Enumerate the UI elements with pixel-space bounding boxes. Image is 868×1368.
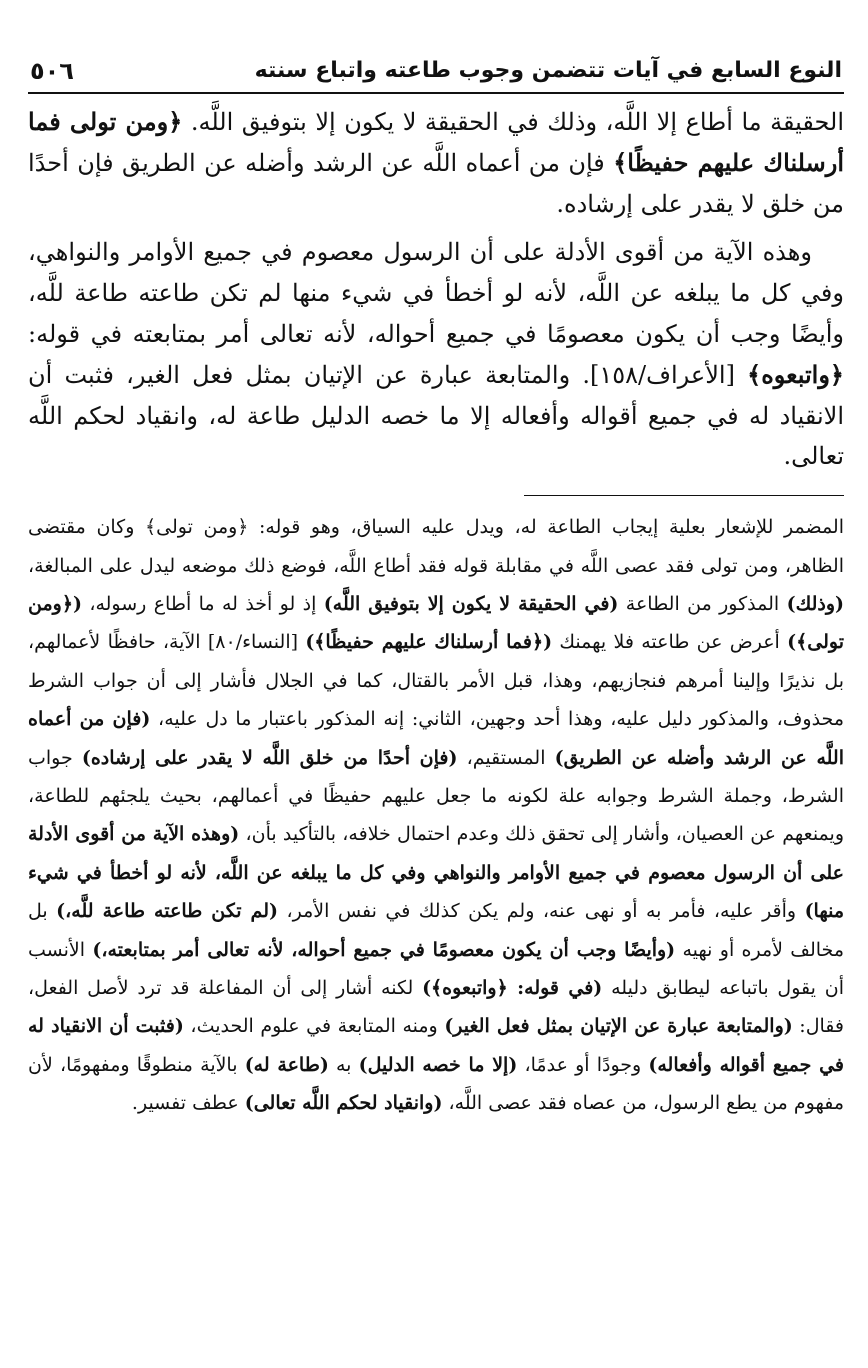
bold-text-segment: (في الحقيقة لا يكون إلا بتوفيق اللَّه)	[323, 592, 619, 615]
bold-text-segment: (﴿ومن تولى﴾)	[28, 592, 844, 654]
header-divider	[28, 92, 844, 94]
text-segment: جواب الشرط، وجملة الشرط وجوابه علة لكونه ما جعل عليهم حفيظًا في أعمالهم، بحيث يلجئهم للطاعة، ويمنعهم عن العصيان، وأشار إلى تحقق ذلك وعدم احتمال خلافه، بالتأكيد بأن،	[28, 746, 844, 846]
text-segment: وهذه الآية من أقوى الأدلة على أن الرسول معصوم في جميع الأوامر والنواهي، وفي كل ما يبلغه عن اللَّه، لأنه لو أخطأ في شيء منها لم تكن طاعته طاعة للَّه، وأيضًا وجب أن يكون معصومًا في جميع أحواله، لأنه تعالى أمر بمتابعته في قوله:	[28, 238, 845, 348]
text-segment: [الأعراف/١٥٨]. والمتابعة عبارة عن الإتيان بمثل فعل الغير، فثبت أن الانقياد له في جميع أقواله وأفعاله إلا ما خصه الدليل طاعة له، وانقياد لحكم اللَّه تعالى.	[28, 360, 844, 471]
bold-text-segment: (فثبت أن الانقياد له في جميع أقواله وأفعاله)	[28, 1015, 844, 1076]
bold-text-segment: ﴿ومن تولى فما أرسلناك عليهم حفيظًا﴾	[28, 107, 844, 177]
text-segment: الحقيقة ما أطاع إلا اللَّه، وذلك في الحقيقة لا يكون إلا بتوفيق اللَّه.	[182, 108, 844, 136]
bold-text-segment: (فإن أحدًا من خلق اللَّه لا يقدر على إرشاده)	[81, 746, 458, 769]
bold-text-segment: ﴿واتبعوه﴾	[747, 359, 844, 389]
main-paragraph	[28, 102, 844, 224]
text-segment: به	[328, 1053, 359, 1076]
text-segment: ومنه المتابعة في علوم الحديث،	[183, 1015, 445, 1038]
bold-text-segment: (وأيضًا وجب أن يكون معصومًا في جميع أحواله، لأنه تعالى أمر بمتابعته،)	[92, 938, 676, 961]
footnotes	[28, 508, 844, 1123]
footnote-paragraph	[28, 508, 844, 1123]
book-page	[28, 40, 844, 1123]
footnote-separator	[524, 495, 844, 496]
running-title: النوع السابع في آيات تتضمن وجوب طاعته واتباع سنته	[254, 58, 842, 83]
text-segment: الأنسب أن يقول باتباعه ليطابق دليله	[28, 938, 844, 1000]
bold-text-segment: (فإن من أعماه اللَّه عن الرشد وأضله عن الطريق)	[28, 708, 845, 769]
bold-text-segment: (وذلك)	[786, 592, 844, 615]
bold-text-segment: (وانقياد لحكم اللَّه تعالى)	[244, 1092, 443, 1115]
bold-text-segment: (لم تكن طاعته طاعة للَّه،)	[56, 900, 278, 923]
text-segment: بل مخالف لأمره أو نهيه	[28, 900, 844, 961]
main-text	[28, 102, 844, 477]
text-segment: [النساء/٨٠] الآية، حافظًا لأعمالهم، بل نذيرًا وإلينا أمرهم فنجازيهم، وهذا، قبل الأمر بالقتال، كما في الجلال فأشار إلى أن جواب الشرط محذوف، والمذكور دليل عليه، وهذا أحد وجهين، الثاني: إنه المذكور باعتبار ما دل عليه،	[28, 631, 845, 731]
text-segment: وأقر عليه، فأمر به أو نهى عنه، ولم يكن كذلك في نفس الأمر،	[277, 900, 805, 923]
page-number: ٥٠٦	[30, 57, 74, 85]
text-segment: المضمر للإشعار بعلية إيجاب الطاعة له، ويدل عليه السياق، وهو قوله: ﴿ومن تولى﴾ وكان مقتضى الظاهر، ومن تولى فقد عصى اللَّه في مقابلة قوله فقد أطاع اللَّه، فوضع ذلك موضعه ليدل على المبالغة،	[28, 516, 844, 577]
text-segment: وجودًا أو عدمًا،	[517, 1053, 649, 1076]
text-segment: إذ لو أخذ له ما أطاع رسوله،	[81, 592, 324, 615]
text-segment: المذكور من الطاعة	[618, 592, 787, 615]
main-paragraph	[28, 232, 844, 477]
bold-text-segment: (في قوله: ﴿واتبعوه﴾)	[422, 977, 603, 1000]
bold-text-segment: (إلا ما خصه الدليل)	[358, 1053, 518, 1076]
running-header	[28, 40, 844, 90]
text-segment: أعرض عن طاعته فلا يهمنك	[552, 631, 788, 654]
bold-text-segment: (وهذه الآية من أقوى الأدلة على أن الرسول معصوم في جميع الأوامر والنواهي وفي كل ما يبلغه عن اللَّه، لأنه لو أخطأ في شيء منها)	[28, 823, 845, 923]
text-segment: بالآية منطوقًا ومفهومًا، لأن مفهوم من يطع الرسول، من عصاه فقد عصى اللَّه،	[28, 1053, 844, 1115]
bold-text-segment: (والمتابعة عبارة عن الإتيان بمثل فعل الغير)	[444, 1015, 793, 1038]
text-segment: المستقيم،	[457, 746, 555, 769]
text-segment: لكنه أشار إلى أن المفاعلة قد ترد لأصل الفعل، فقال:	[28, 977, 844, 1038]
bold-text-segment: (طاعة له)	[244, 1053, 329, 1076]
text-segment: فإن من أعماه اللَّه عن الرشد وأضله عن الطريق فإن أحدًا من خلق لا يقدر على إرشاده.	[28, 148, 844, 218]
bold-text-segment: (﴿فما أرسلناك عليهم حفيظًا﴾)	[305, 631, 553, 654]
text-segment: عطف تفسير.	[131, 1092, 245, 1115]
